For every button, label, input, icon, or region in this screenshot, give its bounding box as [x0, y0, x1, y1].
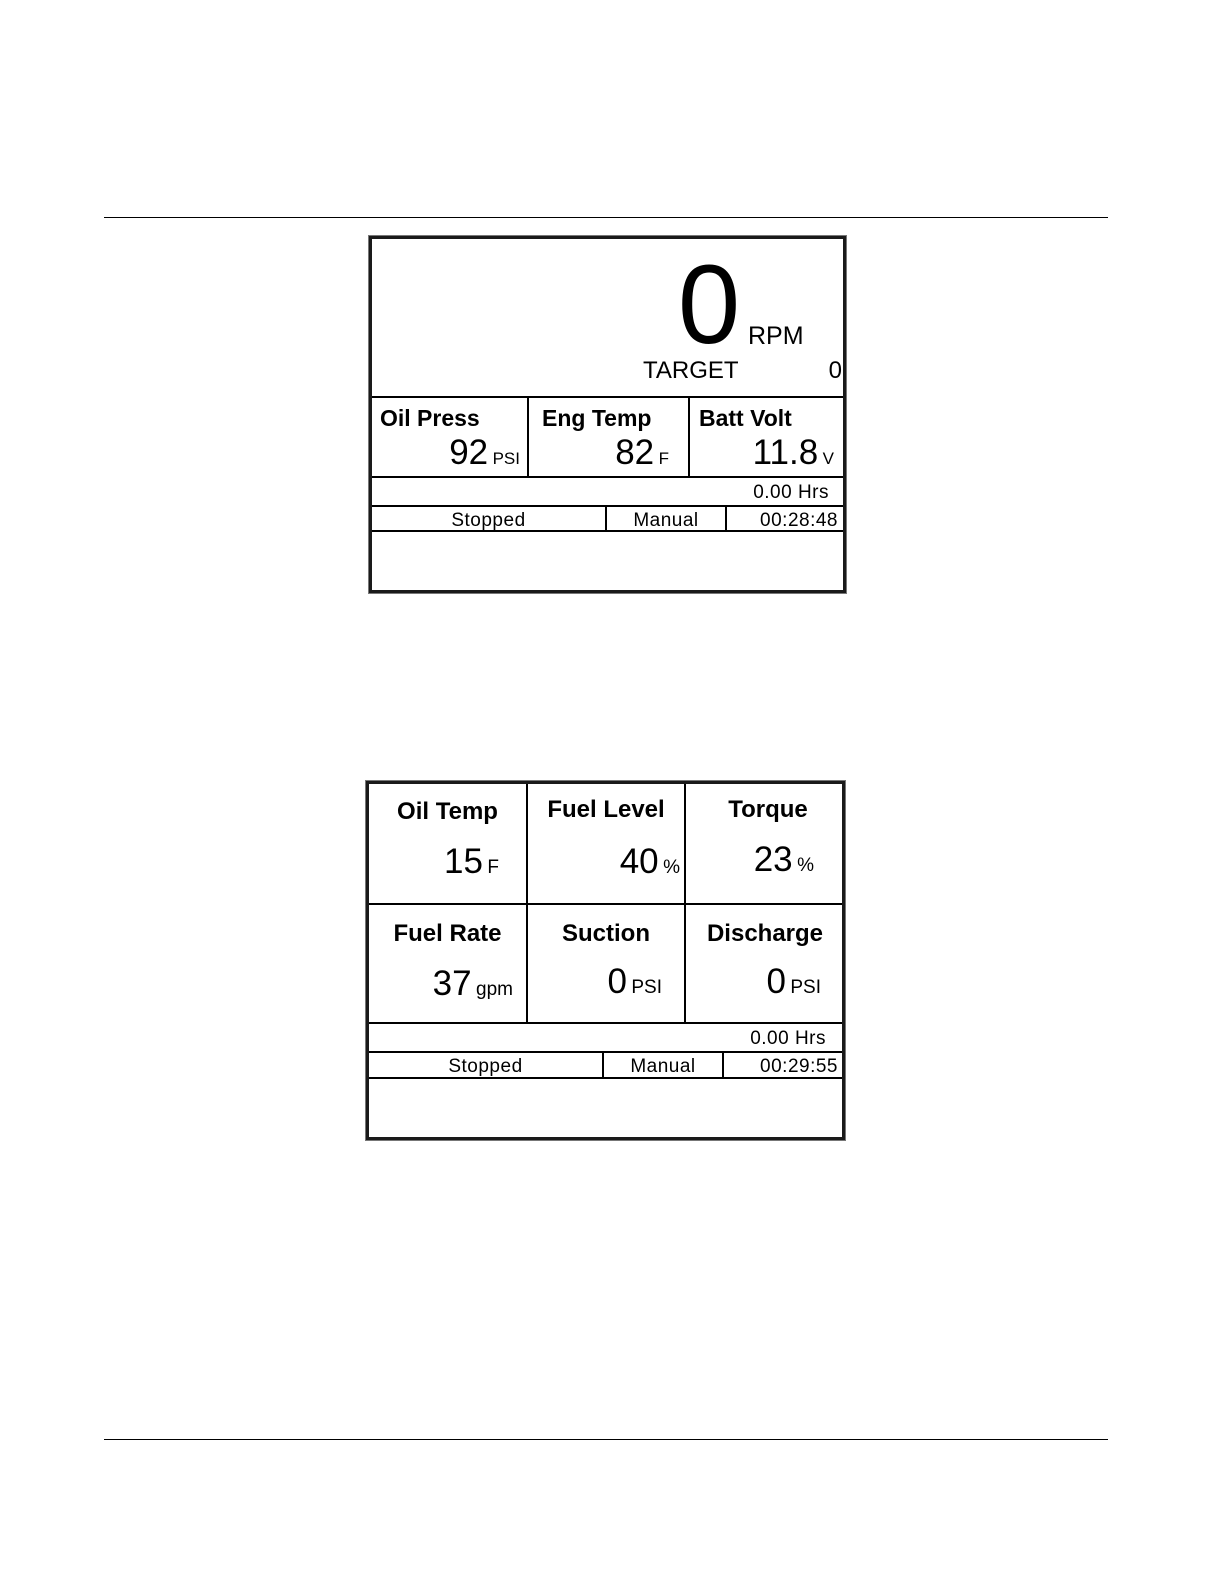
clock: 00:28:48 [760, 510, 838, 531]
fuel-rate-reading [369, 966, 513, 1001]
engine-display-secondary [366, 781, 845, 1140]
engine-hours: 0.00 Hrs [750, 1028, 826, 1049]
suction-label: Suction [562, 920, 650, 947]
oil-temp-label: Oil Temp [397, 798, 498, 825]
fuel-rate-value: 37 [432, 964, 472, 1003]
divider [369, 1022, 842, 1024]
discharge-value: 0 [766, 962, 786, 1001]
eng-temp-value: 82 [615, 433, 655, 472]
torque-value: 23 [753, 840, 793, 879]
batt-volt-label: Batt Volt [699, 405, 792, 431]
target-value: 0 [828, 357, 842, 384]
target-label: TARGET [643, 357, 739, 384]
divider [369, 903, 842, 905]
oil-press-value: 92 [449, 433, 489, 472]
fuel-level-unit: % [663, 857, 680, 878]
header-rule [104, 217, 1108, 218]
suction-reading [528, 964, 662, 999]
fuel-rate-unit: gpm [476, 979, 513, 1000]
oil-temp-reading [369, 844, 499, 879]
control-mode: Manual [633, 510, 699, 531]
batt-volt-unit: V [822, 449, 834, 468]
eng-temp-reading [530, 435, 669, 470]
engine-state: Stopped [451, 510, 526, 531]
discharge-label: Discharge [706, 920, 824, 947]
batt-volt-value: 11.8 [752, 433, 819, 472]
discharge-unit: PSI [790, 977, 821, 998]
engine-hours: 0.00 Hrs [753, 482, 829, 503]
control-mode: Manual [630, 1056, 696, 1077]
oil-temp-unit: F [487, 857, 499, 878]
engine-display-main [369, 236, 846, 593]
eng-temp-unit: F [658, 449, 669, 468]
torque-reading [687, 842, 814, 877]
oil-temp-value: 15 [444, 842, 483, 881]
fuel-rate-label: Fuel Rate [393, 920, 502, 947]
torque-unit: % [797, 855, 814, 876]
batt-volt-reading [690, 435, 834, 470]
rpm-value: 0 [677, 242, 741, 367]
footer-rule [104, 1439, 1108, 1440]
oil-press-unit: PSI [492, 449, 520, 468]
divider [372, 476, 843, 478]
divider [527, 397, 529, 476]
oil-press-reading [372, 435, 520, 470]
fuel-level-label: Fuel Level [547, 796, 665, 823]
clock: 00:29:55 [760, 1056, 838, 1077]
divider [372, 505, 843, 507]
torque-label: Torque [728, 796, 808, 823]
suction-value: 0 [607, 962, 627, 1001]
fuel-level-value: 40 [619, 842, 659, 881]
fuel-level-reading [528, 844, 680, 879]
divider [372, 396, 843, 398]
discharge-reading [687, 964, 821, 999]
divider [369, 1051, 842, 1053]
suction-unit: PSI [631, 977, 662, 998]
rpm-unit: RPM [748, 322, 804, 350]
oil-press-label: Oil Press [380, 405, 480, 431]
engine-state: Stopped [448, 1056, 523, 1077]
eng-temp-label: Eng Temp [542, 405, 652, 431]
